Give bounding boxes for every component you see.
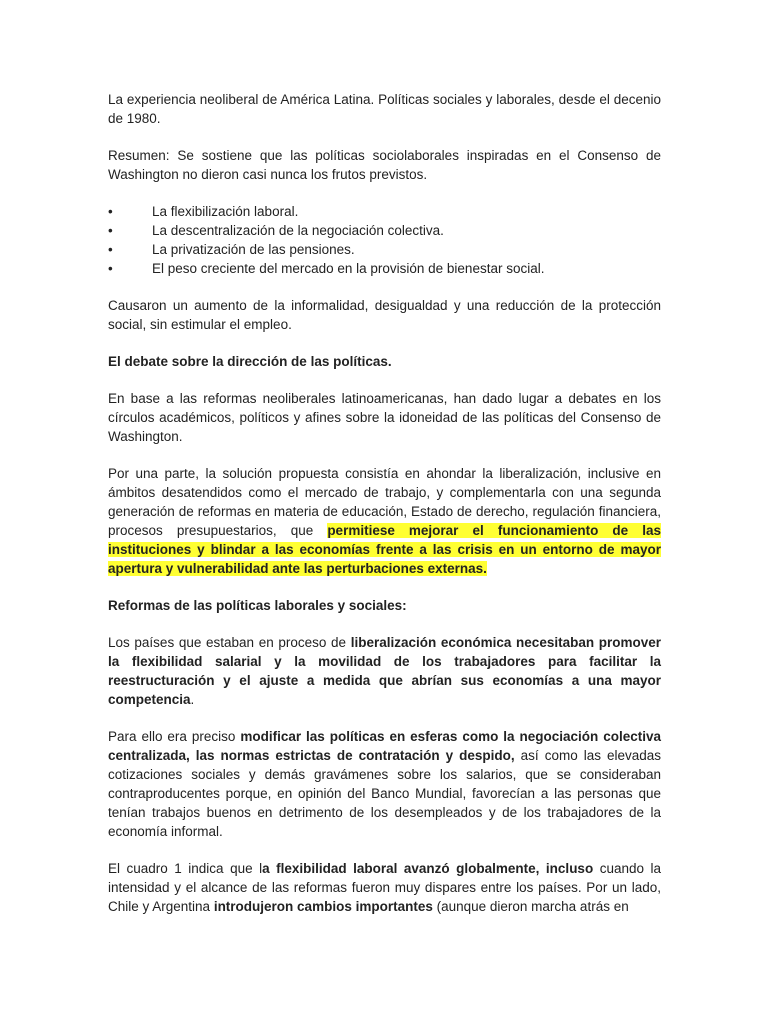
paragraph-text: así como las elevadas cotizaciones sociales y demás gravámenes sobre los salarios, que se consideraban contraproducentes porque, en opinión del Banco Mundial, favorecían a las personas que tenían trabajos buenos en detrimento de los desempleados y de los trabajadores de la economía informal. [108, 748, 662, 839]
solution-text: Por una parte, la solución propuesta consistía en ahondar la liberalización, inclusive en ámbitos desatendidos como el mercado de trabajo, y complementarla con una segunda generación de reformas en materia de educación, Estado de derecho, regulación financiera, procesos presupuestarios, que [108, 466, 661, 538]
policy-paragraph [108, 727, 661, 841]
bullet-list [108, 202, 661, 278]
paragraph-text: El cuadro 1 indica que l [108, 861, 263, 876]
list-item [108, 221, 661, 240]
bullet-icon: • [108, 261, 113, 276]
bold-text: modificar las políticas en esferas como la negociación colectiva centralizada, las normas estrictas de contratación y despido, [108, 729, 661, 763]
document-page [108, 90, 661, 934]
list-item [108, 240, 661, 259]
highlighted-text: permitiese mejorar el funcionamiento de las instituciones y blindar a las economías frente a las crisis en un entorno de mayor apertura y vulnerabilidad ante las perturbaciones externas. [108, 523, 661, 576]
list-item-text: El peso creciente del mercado en la provisión de bienestar social. [152, 261, 545, 276]
list-item-text: La descentralización de la negociación colectiva. [152, 223, 444, 238]
solution-paragraph [108, 464, 661, 578]
liberalization-paragraph [108, 633, 661, 709]
paragraph-text: . [190, 692, 195, 707]
paragraph-text: Para ello era preciso [108, 729, 241, 744]
bullet-icon: • [108, 223, 113, 238]
paragraph-text: cuando la intensidad y el alcance de las reformas fueron muy dispares entre los países. Por un lado, Chile y Argentina [108, 861, 662, 914]
bold-text: liberalización económica necesitaban promover la flexibilidad salarial y la movilidad de los trabajadores para facilitar la reestructuración y el ajuste a medida que abrían sus economías a una mayor competencia [108, 635, 661, 707]
paragraph-text: (aunque dieron marcha atrás en [432, 899, 629, 914]
bold-text: a flexibilidad laboral avanzó globalmente, incluso [262, 861, 594, 876]
bullet-icon: • [108, 204, 113, 219]
table-reference-paragraph [108, 859, 661, 916]
list-item [108, 259, 661, 278]
paragraph-text: Los países que estaban en proceso de [108, 635, 351, 650]
list-item-text: La flexibilización laboral. [152, 204, 299, 219]
section-heading-debate: El debate sobre la dirección de las políticas. [108, 354, 392, 369]
consequences-paragraph: Causaron un aumento de la informalidad, desigualdad y una reducción de la protección social, sin estimular el empleo. [108, 298, 661, 332]
list-item-text: La privatización de las pensiones. [152, 242, 355, 257]
bold-text: introdujeron cambios importantes [213, 899, 433, 914]
list-item [108, 202, 661, 221]
section-heading-reforms: Reformas de las políticas laborales y sociales: [108, 598, 407, 613]
summary-paragraph: Resumen: Se sostiene que las políticas sociolaborales inspiradas en el Consenso de Washington no dieron casi nunca los frutos previstos. [108, 148, 661, 182]
document-title: La experiencia neoliberal de América Latina. Políticas sociales y laborales, desde el decenio de 1980. [108, 92, 661, 126]
debate-paragraph: En base a las reformas neoliberales latinoamericanas, han dado lugar a debates en los círculos académicos, políticos y afines sobre la idoneidad de las políticas del Consenso de Washington. [108, 391, 661, 444]
bullet-icon: • [108, 242, 113, 257]
